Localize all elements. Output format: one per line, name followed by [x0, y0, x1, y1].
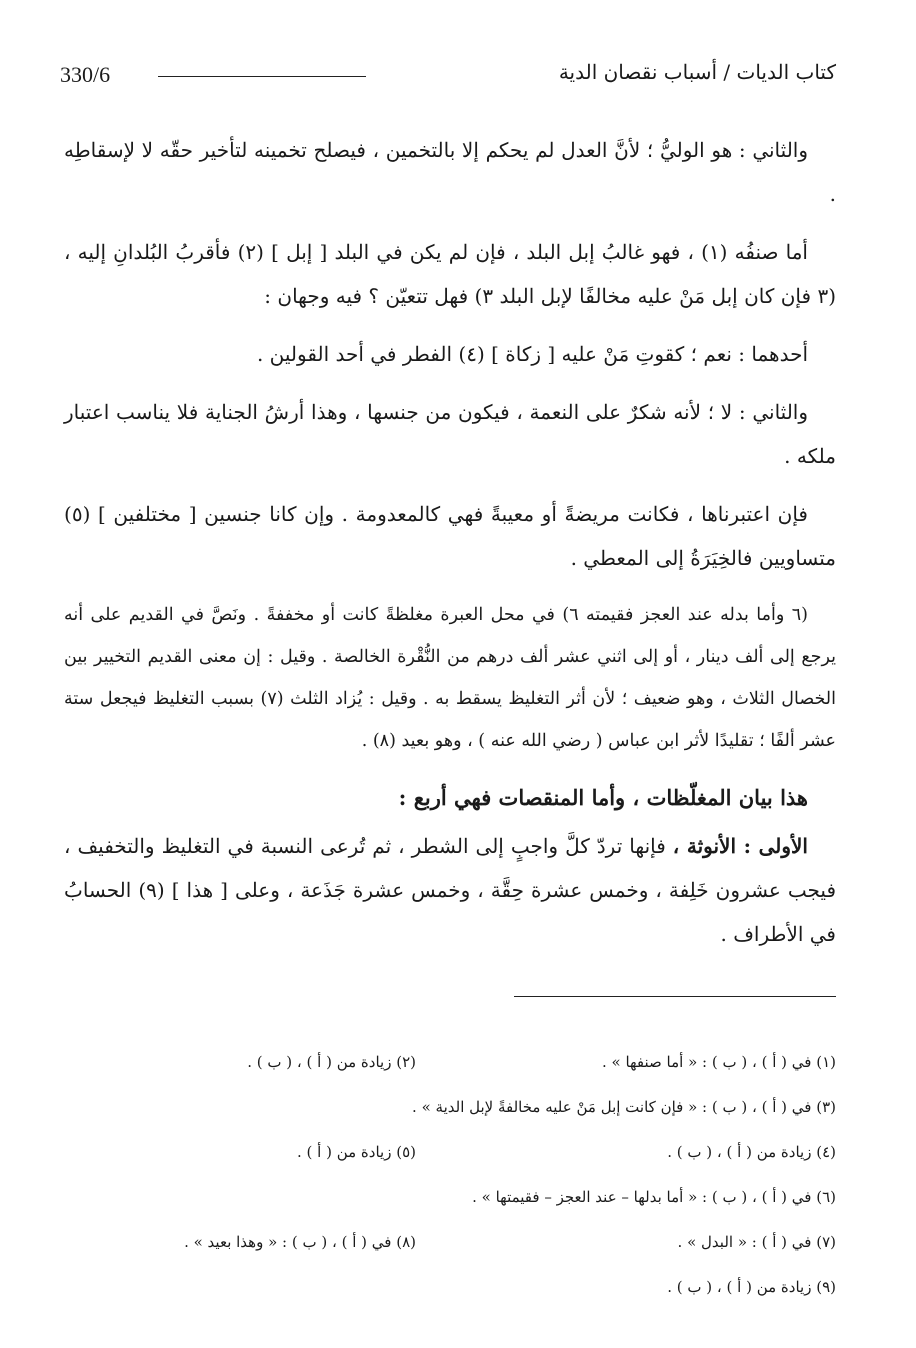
paragraph-7-text: فإنها تردّ كلَّ واجبٍ إلى الشطر ، ثم تُرعى النسبة في التغليظ والتخفيف ، فيجب عشرون خَلِفة ، وخمس عشرة حِقَّة ، وخمس عشرة جَذَعة ، وعلى [ هذا ] (٩) الحسابُ في الأطراف . [64, 834, 836, 946]
footnote-1: (١) في ( أ ) ، ( ب ) : « أما صنفها » . [601, 1053, 836, 1071]
header-rule [158, 76, 366, 77]
running-title: كتاب الديات / أسباب نقصان الدية [558, 60, 836, 84]
footnote-row [100, 1085, 836, 1130]
paragraph-7 [64, 824, 836, 956]
footnote-separator [514, 996, 836, 997]
footnote-4: (٤) زيادة من ( أ ) ، ( ب ) . [667, 1143, 836, 1161]
paragraph-7-lead: الأولى : الأنوثة ، [672, 834, 808, 858]
footnote-9: (٩) زيادة من ( أ ) ، ( ب ) . [667, 1278, 836, 1296]
page-number: 330/6 [60, 62, 111, 87]
footnote-row [100, 1040, 836, 1085]
main-text [64, 128, 836, 970]
paragraph-4: والثاني : لا ؛ لأنه شكرٌ على النعمة ، فيكون من جنسها ، وهذا أرشُ الجناية فلا يناسب اعتبار ملكه . [64, 400, 836, 468]
footnote-row [100, 1175, 836, 1220]
section-heading: هذا بيان المغلّظات ، وأما المنقصات فهي أربع : [398, 785, 808, 810]
footnote-row [100, 1130, 836, 1175]
footnote-5: (٥) زيادة من ( أ ) . [296, 1143, 416, 1161]
footnote-row [100, 1220, 836, 1265]
paragraph-6: (٦ وأما بدله عند العجز فقيمته ٦) في محل العبرة مغلظةً كانت أو مخففةً . ونَصَّ في القديم على أنه يرجع إلى ألف دينار ، أو إلى اثني عشر ألف درهم من النُّقْرة الخالصة . وقيل : إن معنى القديم التخيير بين الخصال الثلاث ، وهو ضعيف ؛ لأن أثر التغليظ يسقط به . وقيل : يُزاد الثلث (٧) بسبب التغليظ فيجعل ستة عشر ألفًا ؛ تقليدًا لأثر ابن عباس ( رضي الله عنه ) ، وهو بعيد (٨) . [64, 605, 837, 751]
footnote-row [100, 1265, 836, 1310]
footnote-6: (٦) في ( أ ) ، ( ب ) : « أما بدلها – عند العجز – فقيمتها » . [472, 1188, 836, 1206]
paragraph-5: فإن اعتبرناها ، فكانت مريضةً أو معيبةً فهي كالمعدومة . وإن كانا جنسين [ مختلفين ] (٥) متساويين فالخِيَرَةُ إلى المعطي . [64, 502, 836, 570]
footnote-3: (٣) في ( أ ) ، ( ب ) : « فإن كانت إبل مَنْ عليه مخالفةً لإبل الدية » . [412, 1098, 836, 1116]
paragraph-1: والثاني : هو الوليُّ ؛ لأنَّ العدل لم يحكم إلا بالتخمين ، فيصلح تخمينه لتأخير حقّه لا لإسقاطِه . [64, 138, 836, 206]
footnote-2: (٢) زيادة من ( أ ) ، ( ب ) . [247, 1053, 416, 1071]
footnote-7: (٧) في ( أ ) : « البدل » . [677, 1233, 836, 1251]
footnotes [100, 1040, 836, 1310]
footnote-8: (٨) في ( أ ) ، ( ب ) : « وهذا بعيد » . [184, 1233, 416, 1251]
running-header [60, 60, 836, 96]
paragraph-3: أحدهما : نعم ؛ كقوتِ مَنْ عليه [ زكاة ] (٤) الفطر في أحد القولين . [256, 342, 808, 366]
paragraph-2: أما صنفُه (١) ، فهو غالبُ إبل البلد ، فإن لم يكن في البلد [ إبل ] (٢) فأقربُ البُلدانِ إليه ، (٣ فإن كان إبل مَنْ عليه مخالفًا لإبل البلد ٣) فهل تتعيّن ؟ فيه وجهان : [64, 240, 836, 308]
